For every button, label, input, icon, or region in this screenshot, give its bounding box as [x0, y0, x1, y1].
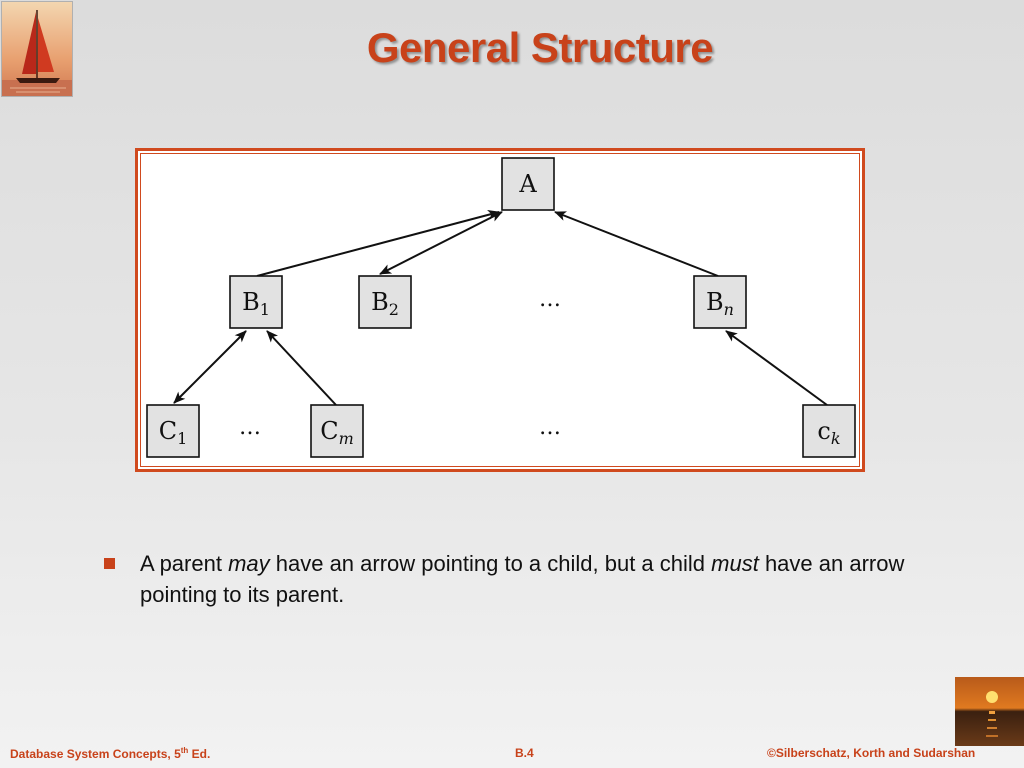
edge-cm-b1 [267, 331, 336, 405]
bullet-text-part2: have an arrow pointing to a child, but a child [269, 551, 712, 576]
bullet-text-part1: A parent [140, 551, 229, 576]
node-a [502, 158, 554, 210]
ellipsis-3: … [539, 415, 561, 440]
node-label: $c_k$ [817, 417, 841, 448]
node-ck [803, 405, 855, 457]
bullet-square-icon [104, 558, 115, 569]
node-b1 [230, 276, 282, 328]
node-label: $B_1$ [242, 288, 270, 319]
edge-ck-bn [726, 331, 827, 405]
node-label: $B_n$ [706, 288, 734, 319]
bullet-emphasis-must: must [711, 551, 759, 576]
edge-bn-a [555, 212, 718, 276]
footer-book-title [10, 746, 210, 761]
node-label: $C_1$ [158, 417, 188, 448]
footer-left-text: Database System Concepts, 5 [10, 747, 181, 761]
bullet-text-part3: have an arrow pointing to its parent. [140, 551, 905, 607]
edge-b1-a [257, 212, 499, 276]
node-label: $C_m$ [320, 417, 354, 448]
node-bn [694, 276, 746, 328]
node-cm [311, 405, 363, 457]
ellipsis-1: … [539, 287, 561, 312]
node-c1 [147, 405, 199, 457]
hierarchy-diagram [135, 148, 865, 472]
diagram-frame [135, 148, 865, 472]
footer-left-sup: th [180, 746, 189, 755]
node-label: $B_2$ [371, 288, 399, 319]
edge-a-b2 [380, 212, 502, 274]
footer-copyright: ©Silberschatz, Korth and Sudarshan [767, 746, 976, 760]
bullet-item [104, 548, 944, 610]
footer-left-suffix: Ed. [188, 747, 211, 761]
slide-title: General Structure [366, 24, 714, 71]
sailboat-logo [1, 1, 73, 97]
node-label: A [519, 170, 537, 198]
footer-page-number: B.4 [515, 746, 534, 760]
edge-b1-c1 [174, 331, 246, 403]
sunset-logo [955, 677, 1024, 746]
node-b2 [359, 276, 411, 328]
ellipsis-2: … [239, 415, 261, 440]
bullet-text [140, 548, 944, 610]
bullet-emphasis-may: may [228, 551, 270, 576]
